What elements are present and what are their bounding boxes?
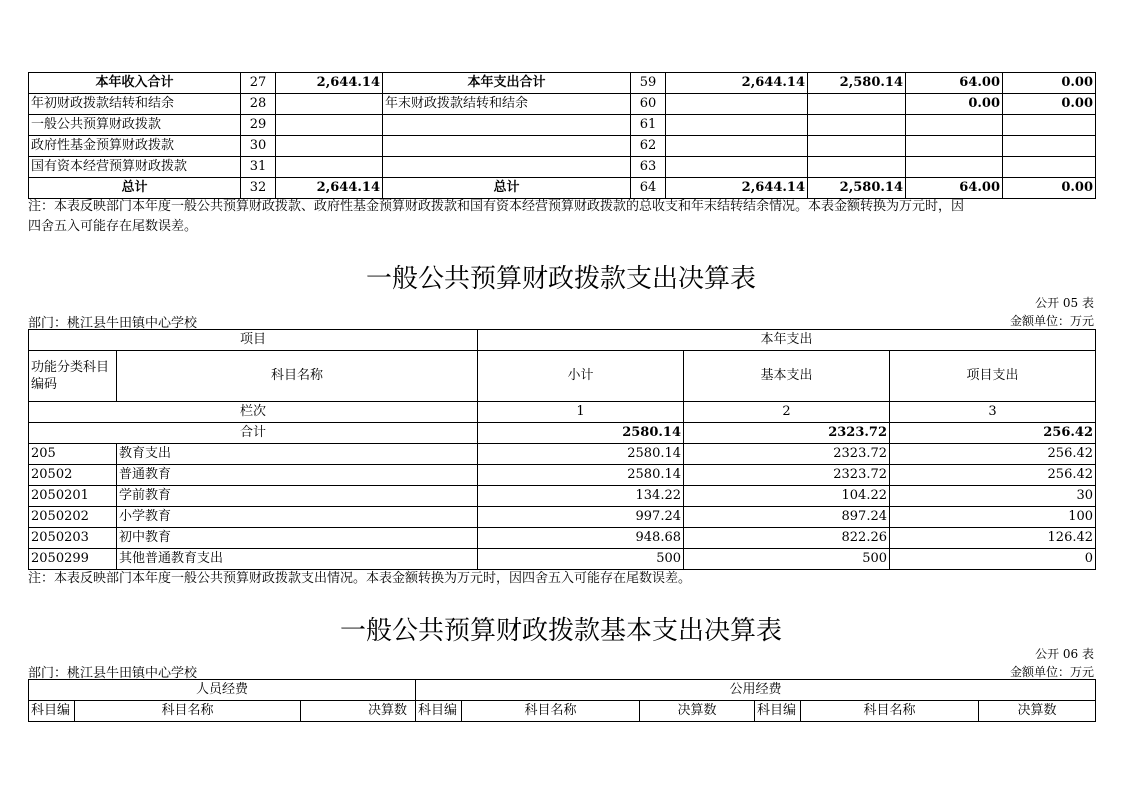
summary-expense-fund-budget xyxy=(906,157,1003,178)
subject-name: 学前教育 xyxy=(117,486,478,507)
project-value: 126.42 xyxy=(890,528,1096,549)
summary-income-label: 政府性基金预算财政拨款 xyxy=(29,136,241,157)
header-function-code: 功能分类科目编码 xyxy=(29,351,117,402)
subject-code: 2050299 xyxy=(29,549,117,570)
project-value: 100 xyxy=(890,507,1096,528)
summary-expense-fund-budget: 64.00 xyxy=(906,178,1003,199)
table05-dept: 部门：桃江县牛田镇中心学校 xyxy=(28,316,198,331)
summary-expense-line-no: 61 xyxy=(631,115,666,136)
header-item: 项目 xyxy=(29,330,478,351)
header-year-expense: 本年支出 xyxy=(478,330,1096,351)
header-amount-3: 决算数 xyxy=(979,701,1096,722)
total-subtotal: 2580.14 xyxy=(478,423,684,444)
summary-note-line2: 四舍五入可能存在尾数误差。 xyxy=(28,219,198,234)
summary-income-amount xyxy=(276,94,383,115)
summary-expense-line-no: 63 xyxy=(631,157,666,178)
header-public: 公用经费 xyxy=(416,680,1096,701)
summary-expense-general-budget xyxy=(808,115,906,136)
table06-dept: 部门：桃江县牛田镇中心学校 xyxy=(28,666,198,681)
summary-row xyxy=(29,115,1096,136)
summary-expense-capital-budget: 0.00 xyxy=(1003,94,1096,115)
summary-income-line-no: 29 xyxy=(241,115,276,136)
summary-expense-total xyxy=(666,94,808,115)
table05-header-row1 xyxy=(29,330,1096,351)
header-amount-1: 决算数 xyxy=(301,701,416,722)
header-code-3: 科目编 xyxy=(755,701,801,722)
table05-note: 注：本表反映部门本年度一般公共预算财政拨款支出情况。本表金额转换为万元时，因四舍五入可能存在尾数误差。 xyxy=(28,571,692,586)
summary-income-amount: 2,644.14 xyxy=(276,178,383,199)
summary-expense-label: 年末财政拨款结转和结余 xyxy=(383,94,631,115)
summary-expense-label xyxy=(383,115,631,136)
summary-expense-total: 2,644.14 xyxy=(666,73,808,94)
total-label: 合计 xyxy=(29,423,478,444)
table06-code: 公开 06 表 xyxy=(1035,647,1094,661)
subtotal-value: 948.68 xyxy=(478,528,684,549)
summary-expense-general-budget: 2,580.14 xyxy=(808,178,906,199)
subtotal-value: 2580.14 xyxy=(478,444,684,465)
subtotal-value: 134.22 xyxy=(478,486,684,507)
summary-expense-capital-budget: 0.00 xyxy=(1003,178,1096,199)
summary-expense-capital-budget xyxy=(1003,136,1096,157)
summary-expense-total xyxy=(666,136,808,157)
table05-code: 公开 05 表 xyxy=(1035,296,1094,310)
summary-income-line-no: 32 xyxy=(241,178,276,199)
table-row xyxy=(29,549,1096,570)
table06-header-row1 xyxy=(29,680,1096,701)
summary-income-label: 总计 xyxy=(29,178,241,199)
summary-expense-total: 2,644.14 xyxy=(666,178,808,199)
total-project: 256.42 xyxy=(890,423,1096,444)
basic-value: 822.26 xyxy=(684,528,890,549)
summary-income-line-no: 27 xyxy=(241,73,276,94)
subject-name: 其他普通教育支出 xyxy=(117,549,478,570)
summary-expense-line-no: 64 xyxy=(631,178,666,199)
summary-expense-fund-budget: 64.00 xyxy=(906,73,1003,94)
summary-expense-label xyxy=(383,157,631,178)
summary-note-line1: 注：本表反映部门本年度一般公共预算财政拨款、政府性基金预算财政拨款和国有资本经营预算财政拨款的总收支和年末结转结余情况。本表金额转换为万元时，因 xyxy=(28,199,965,214)
header-name-1: 科目名称 xyxy=(75,701,301,722)
summary-expense-capital-budget xyxy=(1003,115,1096,136)
table-row xyxy=(29,465,1096,486)
summary-income-line-no: 28 xyxy=(241,94,276,115)
subject-code: 2050202 xyxy=(29,507,117,528)
header-name-3: 科目名称 xyxy=(801,701,979,722)
table06 xyxy=(28,679,1096,722)
summary-expense-general-budget xyxy=(808,136,906,157)
summary-income-amount xyxy=(276,157,383,178)
summary-row xyxy=(29,73,1096,94)
table06-title: 一般公共预算财政拨款基本支出决算表 xyxy=(339,616,782,646)
subject-name: 初中教育 xyxy=(117,528,478,549)
header-personnel: 人员经费 xyxy=(29,680,416,701)
subject-code: 20502 xyxy=(29,465,117,486)
summary-expense-line-no: 60 xyxy=(631,94,666,115)
table-row xyxy=(29,444,1096,465)
subtotal-value: 997.24 xyxy=(478,507,684,528)
column-index-2: 2 xyxy=(684,402,890,423)
summary-expense-general-budget: 2,580.14 xyxy=(808,73,906,94)
column-index-label: 栏次 xyxy=(29,402,478,423)
table06-unit: 金额单位：万元 xyxy=(1009,665,1094,679)
header-code-2: 科目编 xyxy=(416,701,462,722)
summary-expense-fund-budget: 0.00 xyxy=(906,94,1003,115)
table-row xyxy=(29,528,1096,549)
table05-unit: 金额单位：万元 xyxy=(1009,314,1094,328)
summary-row xyxy=(29,94,1096,115)
basic-value: 2323.72 xyxy=(684,465,890,486)
header-amount-2: 决算数 xyxy=(640,701,755,722)
summary-expense-label xyxy=(383,136,631,157)
subject-code: 205 xyxy=(29,444,117,465)
summary-income-amount xyxy=(276,115,383,136)
summary-income-label: 本年收入合计 xyxy=(29,73,241,94)
subject-name: 普通教育 xyxy=(117,465,478,486)
summary-note xyxy=(28,197,964,237)
project-value: 256.42 xyxy=(890,465,1096,486)
summary-income-line-no: 30 xyxy=(241,136,276,157)
basic-value: 2323.72 xyxy=(684,444,890,465)
subject-name: 教育支出 xyxy=(117,444,478,465)
summary-income-label: 年初财政拨款结转和结余 xyxy=(29,94,241,115)
summary-income-label: 一般公共预算财政拨款 xyxy=(29,115,241,136)
summary-expense-total xyxy=(666,115,808,136)
subtotal-value: 2580.14 xyxy=(478,465,684,486)
basic-value: 897.24 xyxy=(684,507,890,528)
table05-total-row xyxy=(29,423,1096,444)
summary-income-amount xyxy=(276,136,383,157)
project-value: 0 xyxy=(890,549,1096,570)
summary-expense-capital-budget xyxy=(1003,157,1096,178)
table05-column-index-row xyxy=(29,402,1096,423)
project-value: 256.42 xyxy=(890,444,1096,465)
table05-header-row2 xyxy=(29,351,1096,402)
table-row xyxy=(29,507,1096,528)
summary-table xyxy=(28,72,1096,199)
summary-expense-label: 总计 xyxy=(383,178,631,199)
subtotal-value: 500 xyxy=(478,549,684,570)
summary-row xyxy=(29,136,1096,157)
header-basic: 基本支出 xyxy=(684,351,890,402)
table-row xyxy=(29,486,1096,507)
summary-income-label: 国有资本经营预算财政拨款 xyxy=(29,157,241,178)
header-subject-name: 科目名称 xyxy=(117,351,478,402)
summary-expense-total xyxy=(666,157,808,178)
summary-expense-line-no: 62 xyxy=(631,136,666,157)
project-value: 30 xyxy=(890,486,1096,507)
summary-expense-general-budget xyxy=(808,157,906,178)
header-project: 项目支出 xyxy=(890,351,1096,402)
summary-row xyxy=(29,178,1096,199)
subject-code: 2050201 xyxy=(29,486,117,507)
summary-expense-fund-budget xyxy=(906,115,1003,136)
basic-value: 104.22 xyxy=(684,486,890,507)
summary-income-line-no: 31 xyxy=(241,157,276,178)
table05 xyxy=(28,329,1096,570)
header-code-1: 科目编 xyxy=(29,701,75,722)
table05-title: 一般公共预算财政拨款支出决算表 xyxy=(365,264,756,294)
header-subtotal: 小计 xyxy=(478,351,684,402)
subject-code: 2050203 xyxy=(29,528,117,549)
summary-expense-label: 本年支出合计 xyxy=(383,73,631,94)
column-index-3: 3 xyxy=(890,402,1096,423)
summary-income-amount: 2,644.14 xyxy=(276,73,383,94)
column-index-1: 1 xyxy=(478,402,684,423)
header-name-2: 科目名称 xyxy=(462,701,640,722)
summary-row xyxy=(29,157,1096,178)
summary-expense-fund-budget xyxy=(906,136,1003,157)
summary-expense-capital-budget: 0.00 xyxy=(1003,73,1096,94)
summary-expense-general-budget xyxy=(808,94,906,115)
summary-expense-line-no: 59 xyxy=(631,73,666,94)
table06-header-row2 xyxy=(29,701,1096,722)
basic-value: 500 xyxy=(684,549,890,570)
subject-name: 小学教育 xyxy=(117,507,478,528)
total-basic: 2323.72 xyxy=(684,423,890,444)
